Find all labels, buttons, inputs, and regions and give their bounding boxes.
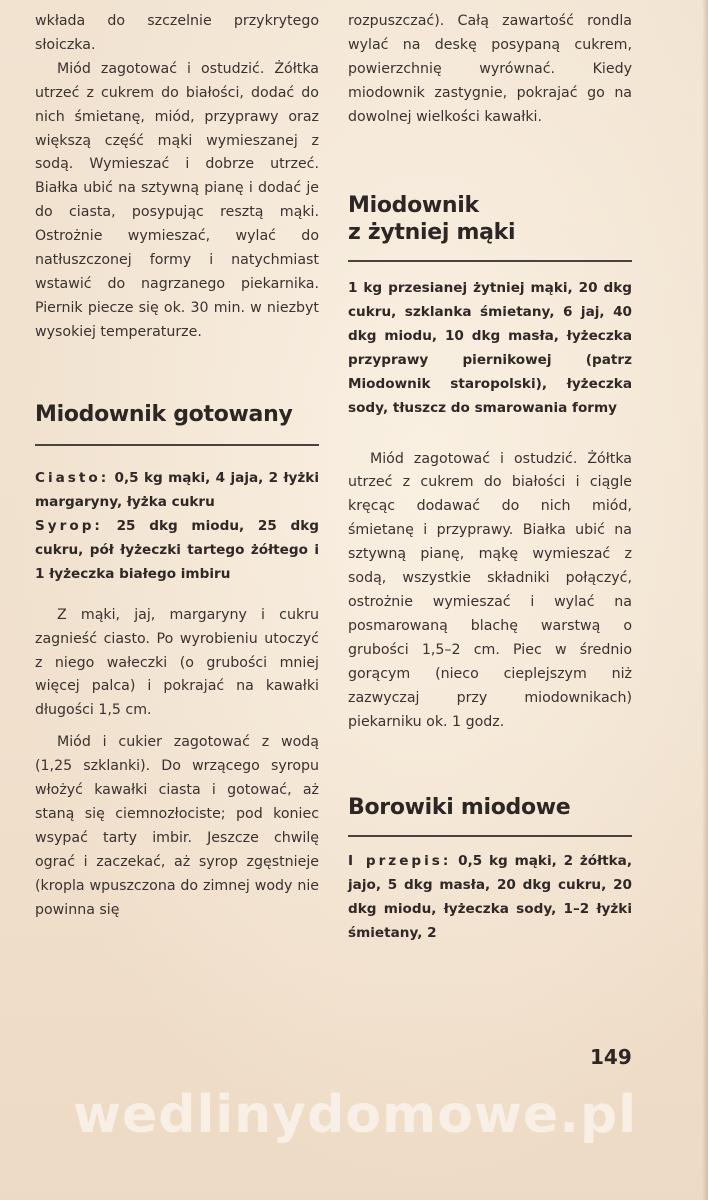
right-column	[348, 10, 632, 945]
ingredients-label-przepis: I przepis:	[348, 853, 452, 870]
right-paragraph-continued: rozpuszczać). Całą zawartość rondla wylać na deskę posypaną cukrem, powierzchnię wyrównać. Kiedy miodownik zastygnie, pokrajać go na dowolnej wielkości kawałki.	[348, 13, 632, 125]
recipe-title-line2: z żytniej mąki	[348, 219, 516, 245]
left-paragraph-dough: Z mąki, jaj, margaryny i cukru zagnieść ciasto. Po wyrobieniu utoczyć z niego wałeczki (o grubości mniej więcej palca) i pokrajać na kawałki długości 1,5 cm.	[35, 606, 319, 719]
ingredients-miodownik-zytni: 1 kg przesianej żytniej mąki, 20 dkg cukru, szklanka śmietany, 6 jaj, 40 dkg miodu, 10 dkg masła, łyżeczka przyprawy piernikowej (patrz Miodownik staropolski), łyżeczka sody, tłuszcz do smarowania formy	[348, 279, 632, 416]
left-paragraph-syrup: Miód i cukier zagotować z wodą (1,25 szklanki). Do wrzącego syropu włożyć kawałki ciasta i gotować, aż staną się ciemnozłociste; pod koniec wsypać tarty imbir. Jeszcze chwilę ograć i zaczekać, aż syrop zgęstnieje (kropla wpuszczona do zimnej wody nie powinna się	[35, 734, 319, 918]
watermark: wedlinydomowe.pl	[72, 1085, 638, 1145]
ingredients-text-ciasto: 0,5 kg mąki, 4 jaja, 2 łyżki margaryny, łyżka cukru	[35, 469, 319, 510]
page-number: 149	[590, 1045, 632, 1069]
ingredients-text-borowiki: 0,5 kg mąki, 2 żółtka, jajo, 5 dkg masła, 20 dkg cukru, 20 dkg miodu, łyżeczka sody, 1–2 łyżki śmietany, 2	[348, 853, 632, 942]
ingredients-label-syrop: Syrop:	[35, 517, 103, 534]
ingredients-borowiki	[348, 849, 632, 945]
ingredients-text-syrop: 25 dkg miodu, 25 dkg cukru, pół łyżeczki tartego żółtego i 1 łyżeczka białego imbiru	[35, 517, 319, 582]
recipe-title-line1: Miodownik	[348, 192, 479, 218]
left-paragraph-method: Miód zagotować i ostudzić. Żółtka utrzeć z cukrem do białości, dodać do nich śmietanę, miód, przyprawy oraz większą część mąki wymieszanej z sodą. Wymieszać i dobrze utrzeć. Białka ubić na sztywną pianę i dodać je do ciasta, posypując resztą mąki. Ostrożnie wymieszać, wylać do natłuszczonej formy i natychmiast wstawić do nagrzanego piekarnika. Piernik piecze się ok. 30 min. w niezbyt wysokiej temperaturze.	[35, 60, 319, 340]
right-paragraph-method: Miód zagotować i ostudzić. Żółtka utrzeć z cukrem do białości i ciągle kręcąc dodawać do nich miód, śmietanę i przyprawy. Białka ubić na sztywną pianę, mąkę wymieszać z sodą, wszystkie składniki połączyć, ostrożnie wymieszać i wylać na posmarowaną blachę warstwą o grubości 1,5–2 cm. Piec w średnio gorącym (nieco cieplejszym niż zazwyczaj przy miodownikach) piekarniku ok. 1 godz.	[348, 450, 632, 730]
recipe-title-borowiki-miodowe: Borowiki miodowe	[348, 795, 571, 821]
recipe-title-miodownik-zytni	[348, 192, 632, 246]
page-edge-shadow	[702, 0, 708, 1200]
left-column	[35, 10, 319, 922]
ingredients-syrop	[35, 514, 319, 586]
ingredients-ciasto	[35, 466, 319, 514]
ingredients-label-ciasto: Ciasto:	[35, 469, 110, 486]
left-paragraph-continued: wkłada do szczelnie przykrytego słoiczka.	[35, 13, 319, 53]
recipe-title-miodownik-gotowany: Miodownik gotowany	[35, 401, 293, 427]
